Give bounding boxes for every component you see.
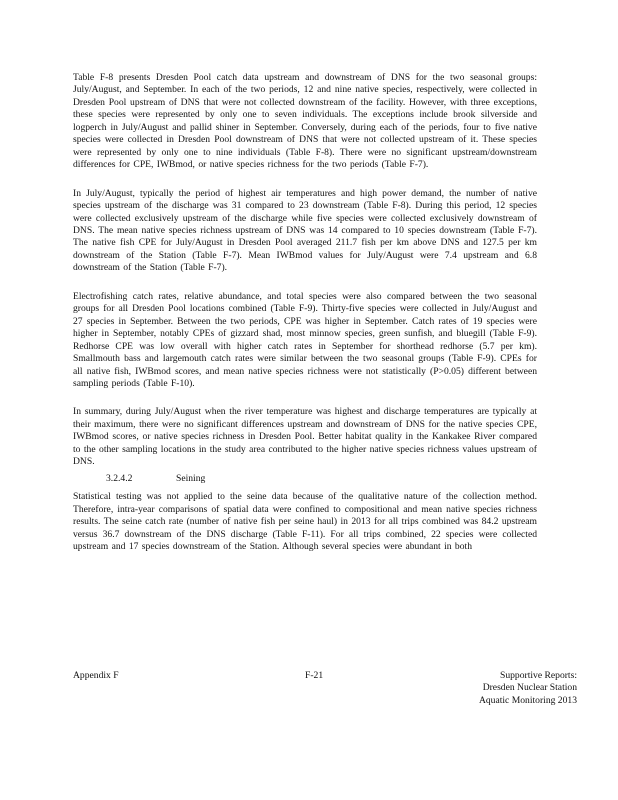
footer-page-number: F-21 xyxy=(305,670,324,681)
footer-appendix: Appendix F xyxy=(73,670,119,681)
section-number: 3.2.4.2 xyxy=(106,472,133,484)
paragraph-2: In July/August, typically the period of highest air temperatures and high power demand, the number of native species upstream of the discharge was 31 compared to 23 downstream (Table F-8). During this period, 12 species were collected exclusively upstream of the discharge while five species were collected exclusively downstream of DNS. The mean native species richness upstream of DNS was 14 compared to 10 species downstream (Table F-7). The native fish CPE for July/August in Dresden Pool averaged 211.7 fish per km above DNS and 127.5 per km downstream of the Station (Table F-7). Mean IWBmod values for July/August were 7.4 upstream and 6.8 downstream of the Station (Table F-7). xyxy=(73,187,537,274)
paragraph-3: Electrofishing catch rates, relative abundance, and total species were also compared between the two seasonal groups for all Dresden Pool locations combined (Table F-9). Thirty-five species were collected in July/August and 27 species in September. Between the two periods, CPE was higher in September. Catch rates of 19 species were higher in September, notably CPEs of gizzard shad, most minnow species, green sunfish, and bluegill (Table F-9). Redhorse CPE was low overall with higher catch rates in September for shorthead redhorse (5.7 per km). Smallmouth bass and largemouth catch rates were similar between the two seasonal groups (Table F-9). CPEs for all native fish, IWBmod scores, and mean native species richness were not statistically (P>0.05) different between sampling periods (Table F-10). xyxy=(73,290,537,389)
footer-report-line-3: Aquatic Monitoring 2013 xyxy=(478,694,577,706)
section-heading xyxy=(106,473,537,485)
footer-report-line-1: Supportive Reports: xyxy=(499,670,577,681)
paragraph-1: Table F-8 presents Dresden Pool catch data upstream and downstream of DNS for the two seasonal groups: July/August, and September. In each of the two periods, 12 and nine native species, respectively, were collected in Dresden Pool upstream of DNS that were not collected downstream of the facility. However, with three exceptions, these species were represented by only one to seven individuals. The exceptions include brook silverside and logperch in July/August and pallid shiner in September. Conversely, during each of the periods, four to five native species were collected in Dresden Pool downstream of DNS that were not collected upstream of it. These species were represented by only one to nine individuals (Table F-8). There were no significant upstream/downstream differences for CPE, IWBmod, or native species richness for the two periods (Table F-7). xyxy=(73,72,537,171)
document-body xyxy=(73,72,537,569)
page-footer xyxy=(73,670,577,740)
footer-report-line-2: Dresden Nuclear Station xyxy=(482,682,577,694)
paragraph-4: In summary, during July/August when the river temperature was highest and discharge temperatures are typically at their maximum, there were no significant differences upstream and downstream of DNS for the native species CPE, IWBmod scores, or native species richness in Dresden Pool. Better habitat quality in the Kankakee River compared to the other sampling locations in the study area contributed to the higher native species richness values upstream of DNS. xyxy=(73,406,537,468)
section-title: Seining xyxy=(176,472,206,484)
paragraph-5: Statistical testing was not applied to the seine data because of the qualitative nature of the collection method. Therefore, intra-year comparisons of spatial data were confined to compositional and mean native species richness results. The seine catch rate (number of native fish per seine haul) in 2013 for all trips combined was 84.2 upstream versus 36.7 downstream of the DNS discharge (Table F-11). For all trips combined, 22 species were collected upstream and 17 species downstream of the Station. Although several species were abundant in both xyxy=(73,491,537,552)
footer-report-info xyxy=(479,670,577,707)
